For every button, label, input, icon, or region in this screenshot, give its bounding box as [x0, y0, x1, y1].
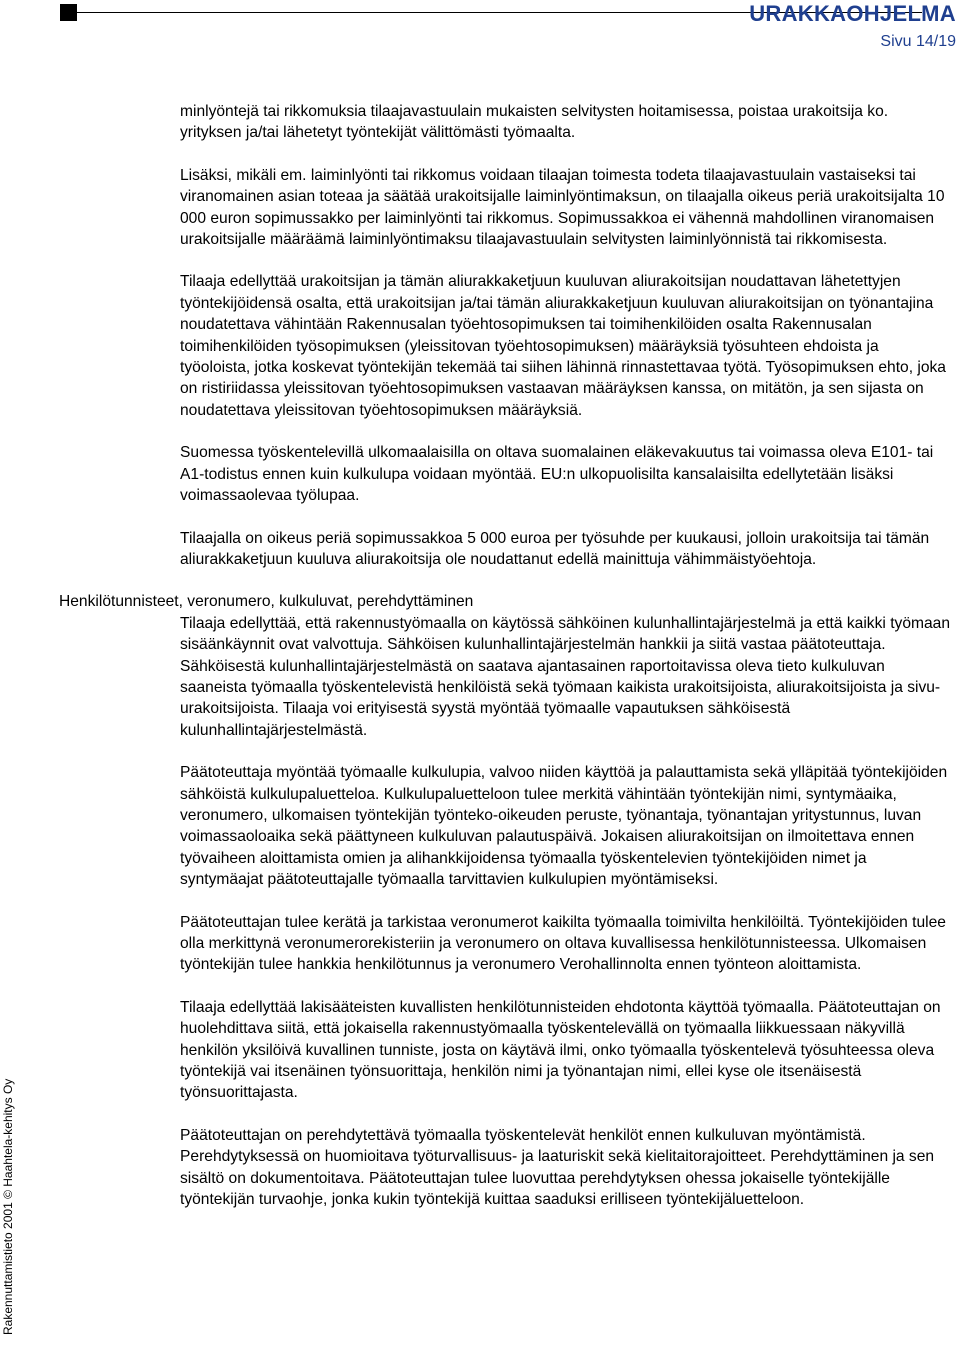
- page-number: Sivu 14/19: [880, 33, 956, 50]
- paragraph: Päätoteuttaja myöntää työmaalle kulkulupia, valvoo niiden käyttöä ja palauttamista sekä ylläpitää työntekijöiden sähköistä kulkulupaluetteloa. Kulkulupaluetteloon tulee merkitä vähintään työntekijän nimi, syntymäaika, veronumero, ulkomaisen työntekijän työnteko-oikeuden peruste, työnantaja, työnantajan yritystunnus, luvan voimassaoloaika sekä päättyneen kulkuluvan palautuspäivä. Jokaisen aliurakoitsijan on ilmoitettava ennen työvaiheen aloittamista omien ja alihankkijoidensa työmaalla työskentelevien työntekijöiden nimet ja syntymäajat päätoteuttajalle työmaalla tarvittavien kulkulupien myöntämiseksi.: [180, 764, 948, 889]
- document-body: [0, 101, 960, 1231]
- paragraph: Suomessa työskentelevillä ulkomaalaisilla on oltava suomalainen eläkevakuutus tai voimassa oleva E101- tai A1-todistus ennen kuin kulkulupa voidaan myöntää. EU:n ulkopuolisilta kansalaisilta edellytetään lisäksi voimassaolevaa työlupaa.: [180, 444, 934, 505]
- paragraph: Päätoteuttajan tulee kerätä ja tarkistaa veronumerot kaikilta työmaalla toimivilta henkilöiltä. Työntekijöiden tulee olla merkittynä veronumerorekisteriin ja veronumero on oltava kuvallisessa henkilötunnisteessa. Ulkomaisen työntekijän tulee hankkia henkilötunnus ja veronumero Verohallinnolta ennen työnteon aloittamista.: [180, 913, 946, 974]
- header-square-mark: [60, 4, 77, 21]
- paragraph: Tilaaja edellyttää, että rakennustyömaalla on käytössä sähköinen kulunhallintajärjestelmä ja että kaikki työmaan sisäänkäynnit ovat valvottuja. Sähköisen kulunhallintajärjestelmän hankkii ja siitä vastaa päätoteuttaja. Sähköisestä kulunhallintajärjestelmästä on saatava ajantasainen raportoitavissa oleva tieto kulkuluvan saaneista työmaalla työskentelevistä henkilöistä sekä työmaan kaikista urakoitsijoista, aliurakoitsijoista ja sivu-urakoitsijoista. Tilaaja voi erityisestä syystä myöntää työmaalle vapautuksen sähköisestä kulunhallintajärjestelmästä.: [180, 614, 951, 739]
- section-heading: Henkilötunnisteet, veronumero, kulkuluvat, perehdyttäminen: [59, 593, 474, 611]
- paragraph: Tilaaja edellyttää lakisääteisten kuvallisten henkilötunnisteiden ehdotonta käyttöä työmaalla. Päätoteuttajan on huolehdittava siitä, että jokaisella rakennustyömaalla työskentelevällä on työmaalla liikkuessaan näkyvillä henkilön yksilöivä kuvallinen tunniste, josta on käytävä ilmi, onko työmaalla työskentelevä työsuhteessa oleva työntekijä vai itsenäinen työnsuorittaja, henkilön nimi ja työnantajan nimi, ellei kyse ole itsenäisestä työnsuorittajasta.: [180, 998, 941, 1102]
- document-title: URAKKAOHJELMA: [749, 1, 956, 26]
- paragraph: Päätoteuttajan on perehdytettävä työmaalla työskentelevät henkilöt ennen kulkuluvan myöntämistä. Perehdytyksessä on huomioitava työturvallisuus- ja laaturiskit sekä kielitaitorajoitteet. Perehdyttäminen ja sen sisältö on dokumentoitava. Päätoteuttajan tulee luovuttaa perehdytyksen ohessa jokaiselle työntekijälle työntekijän turvaohje, jonka kukin työntekijä kuittaa saaduksi erilliseen työntekijäluetteloon.: [180, 1126, 935, 1209]
- paragraph: Lisäksi, mikäli em. laiminlyönti tai rikkomus voidaan tilaajan toimesta todeta tilaajavastuulain vastaiseksi tai viranomainen asian toteaa ja säätää urakoitsijalle laiminlyöntimaksun, on tilaajalla oikeus periä urakoitsijalta 10 000 euron sopimussakko per laiminlyönti tai rikkomus. Sopimussakkoa ei vähennä mahdollinen viranomaisen urakoitsijalle määräämä laiminlyöntimaksu tilaajavastuulain selvitysten laiminlyönnistä tai rikkomisesta.: [180, 166, 945, 249]
- paragraph: Tilaaja edellyttää urakoitsijan ja tämän aliurakkaketjuun kuuluvan aliurakoitsijan noudattavan lähetettyjen työntekijöidensä osalta, että urakoitsijan ja/tai tämän aliurakkaketjuun kuuluvan aliurakoitsijan on työnantajina noudatettava vähintään Rakennusalan työehtosopimuksen tai toimihenkilöiden osalta Rakennusalan toimihenkilöiden työsopimuksen (yleissitovan työehtosopimuksen) määräyksiä työsuhteen ehdoista ja työoloista, jotka koskevat työntekijän tekemää tai siihen lähinnä rinnastettavaa työtä. Työsopimuksen ehto, joka on ristiriidassa yleissitovan työehtosopimuksen vastaavan määräyksen kanssa, on mitätön, ja sen sijasta on noudatettava yleissitovan työehtosopimuksen määräyksiä.: [180, 273, 946, 419]
- paragraph: Tilaajalla on oikeus periä sopimussakkoa 5 000 euroa per työsuhde per kuukausi, jolloin urakoitsija tai tämän aliurakkaketjuun kuuluva aliurakoitsija ole noudattanut edellä mainittuja vähimmäistyöehtoja.: [180, 529, 930, 568]
- copyright-side-text: Rakennuttamistieto 2001 © Haahtela-kehitys Oy: [1, 1078, 15, 1335]
- paragraph: minlyöntejä tai rikkomuksia tilaajavastuulain mukaisten selvitysten hoitamisessa, poistaa urakoitsija ko. yrityksen ja/tai lähetetyt työntekijät välittömästi työmaalta.: [180, 103, 889, 142]
